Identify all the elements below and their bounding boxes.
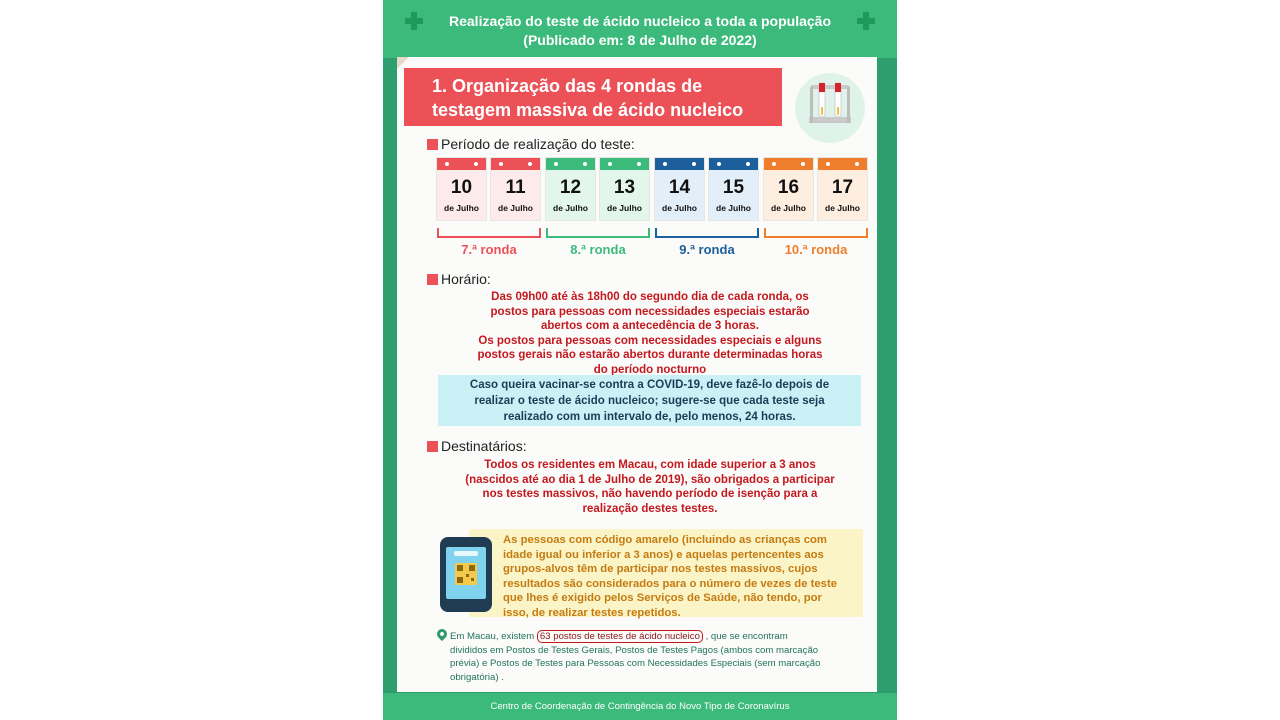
calendar-day-number: 16 (777, 177, 800, 198)
vaccine-note-line: realizado com um intervalo de, pelo menos, 24 horas. (503, 411, 796, 423)
calendar-bar (818, 158, 867, 170)
plus-icon (405, 12, 423, 30)
locations-note (450, 630, 865, 684)
location-pin-icon (435, 627, 449, 641)
calendar-ring-icon (474, 162, 478, 166)
test-tube-icon (795, 73, 865, 143)
plus-icon (857, 12, 875, 30)
recipients-line: (nascidos até ao dia 1 de Julho de 2019), são obrigados a participar (465, 473, 835, 486)
calendar-day-number: 13 (613, 177, 636, 198)
header-title: Realização do teste de ácido nucleico a toda a população (449, 13, 831, 29)
schedule-heading: Horário: (441, 271, 491, 287)
calendar-ring-icon (583, 162, 587, 166)
calendar-ring-icon (663, 162, 667, 166)
calendar-day (709, 158, 758, 220)
section-title-line2: testagem massiva de ácido nucleico (432, 100, 744, 120)
schedule-line: postos para pessoas com necessidades especiais estarão (490, 305, 810, 318)
recipients-line: Todos os residentes em Macau, com idade superior a 3 anos (484, 459, 816, 471)
calendar-bar (437, 158, 486, 170)
calendar-month-label: de Julho (716, 203, 751, 213)
schedule-text (445, 290, 855, 377)
calendar-bar (764, 158, 813, 170)
calendar-ring-icon (801, 162, 805, 166)
calendar-day-number: 10 (450, 177, 473, 198)
calendar-day (437, 158, 486, 220)
poster (383, 0, 897, 720)
calendar-day-number: 12 (559, 177, 582, 198)
calendar-day-number: 11 (505, 177, 526, 198)
calendar-month-label: de Julho (825, 203, 860, 213)
calendar-ring-icon (554, 162, 558, 166)
period-heading: Período de realização do teste: (441, 136, 635, 152)
yellow-note-line: As pessoas com código amarelo (incluindo as crianças com (503, 534, 827, 546)
schedule-line: Os postos para pessoas com necessidades especiais e alguns (478, 334, 822, 347)
calendar-bar (600, 158, 649, 170)
schedule-line: abertos com a antecedência de 3 horas. (541, 320, 759, 332)
header-subtitle: (Publicado em: 8 de Julho de 2022) (523, 32, 757, 48)
content-paper (397, 57, 877, 692)
calendar-day (600, 158, 649, 220)
bullet-icon (427, 139, 438, 150)
calendar-ring-icon (717, 162, 721, 166)
calendar-bar (546, 158, 595, 170)
header-banner (383, 0, 897, 58)
schedule-line: Das 09h00 até às 18h00 do segundo dia de cada ronda, os (491, 291, 809, 303)
calendar-day-number: 17 (831, 177, 854, 198)
calendar-bar (655, 158, 704, 170)
calendar-ring-icon (637, 162, 641, 166)
calendar-month-label: de Julho (553, 203, 588, 213)
calendar-month-label: de Julho (771, 203, 806, 213)
yellow-note-line: que lhes é exigido pelos Serviços de Saúde, não tendo, por (503, 592, 822, 604)
round-bracket (437, 228, 541, 238)
phone-screen-bar (454, 551, 478, 556)
calendar-ring-icon (855, 162, 859, 166)
calendar-ring-icon (445, 162, 449, 166)
round-label: 9.ª ronda (679, 242, 735, 257)
calendar-day (546, 158, 595, 220)
calendar-ring-icon (746, 162, 750, 166)
calendar-day-number: 15 (722, 177, 745, 198)
phone-qr-icon (440, 537, 492, 612)
section-title (404, 68, 782, 126)
calendar-day-number: 14 (668, 177, 691, 198)
locations-line: divididos em Postos de Testes Gerais, Postos de Testes Pagos (ambos com marcação (450, 644, 819, 656)
vaccine-note-line: Caso queira vacinar-se contra a COVID-19, deve fazê-lo depois de (469, 379, 830, 391)
round-label: 10.ª ronda (784, 242, 848, 257)
yellow-note-line: resultados são considerados para o número de vezes de teste (503, 577, 838, 590)
recipients-line: realização destes testes. (582, 502, 718, 515)
calendar-day (491, 158, 540, 220)
calendar-ring-icon (528, 162, 532, 166)
locations-line: prévia) e Postos de Testes para Pessoas com Necessidades Especiais (sem marcação (450, 658, 821, 669)
qr-code-icon (455, 563, 477, 585)
calendar-day (764, 158, 813, 220)
footer-bar: Centro de Coordenação de Contingência do Novo Tipo de Coronavírus (383, 693, 897, 720)
locations-line1 (450, 630, 865, 644)
calendar-ring-icon (608, 162, 612, 166)
calendar-ring-icon (692, 162, 696, 166)
round-bracket (546, 228, 650, 238)
phone-screen (446, 547, 486, 599)
round-bracket (764, 228, 868, 238)
section-title-line1: 1. Organização das 4 rondas de (432, 76, 703, 96)
vaccine-note-box (438, 375, 861, 426)
round-label: 7.ª ronda (461, 242, 517, 257)
yellow-note-line: grupos-alvos têm de participar nos testes massivos, cujos (503, 563, 818, 575)
calendar-month-label: de Julho (662, 203, 697, 213)
calendar-month-label: de Julho (607, 203, 642, 213)
locations-line: obrigatória) . (450, 671, 504, 683)
locations-prefix: Em Macau, existem (450, 631, 537, 642)
yellow-code-note-box (469, 529, 863, 617)
calendar-ring-icon (772, 162, 776, 166)
calendar-bar (491, 158, 540, 170)
calendar-bar (709, 158, 758, 170)
calendar-ring-icon (499, 162, 503, 166)
calendar-ring-icon (826, 162, 830, 166)
bullet-icon (427, 441, 438, 452)
calendar-month-label: de Julho (444, 203, 479, 213)
calendar-day (818, 158, 867, 220)
locations-highlight: 63 postos de testes de ácido nucleico (537, 630, 703, 643)
recipients-heading: Destinatários: (441, 438, 527, 454)
schedule-line: postos gerais não estarão abertos durante determinadas horas (477, 349, 823, 361)
schedule-line: do período nocturno (593, 363, 707, 376)
calendar-month-label: de Julho (498, 203, 533, 213)
recipients-line: nos testes massivos, não havendo período de isenção para a (482, 488, 818, 500)
yellow-note-line: idade igual ou inferior a 3 anos) e aquelas pertencentes aos (503, 548, 824, 561)
round-bracket (655, 228, 759, 238)
round-label: 8.ª ronda (570, 242, 626, 257)
locations-suffix: , que se encontram (702, 631, 788, 642)
bullet-icon (427, 274, 438, 285)
vaccine-note-line: realizar o teste de ácido nucleico; sugere-se que cada teste seja (474, 395, 825, 407)
recipients-text (445, 458, 855, 516)
yellow-note-line: isso, de realizar testes repetidos. (503, 606, 681, 619)
calendar-day (655, 158, 704, 220)
